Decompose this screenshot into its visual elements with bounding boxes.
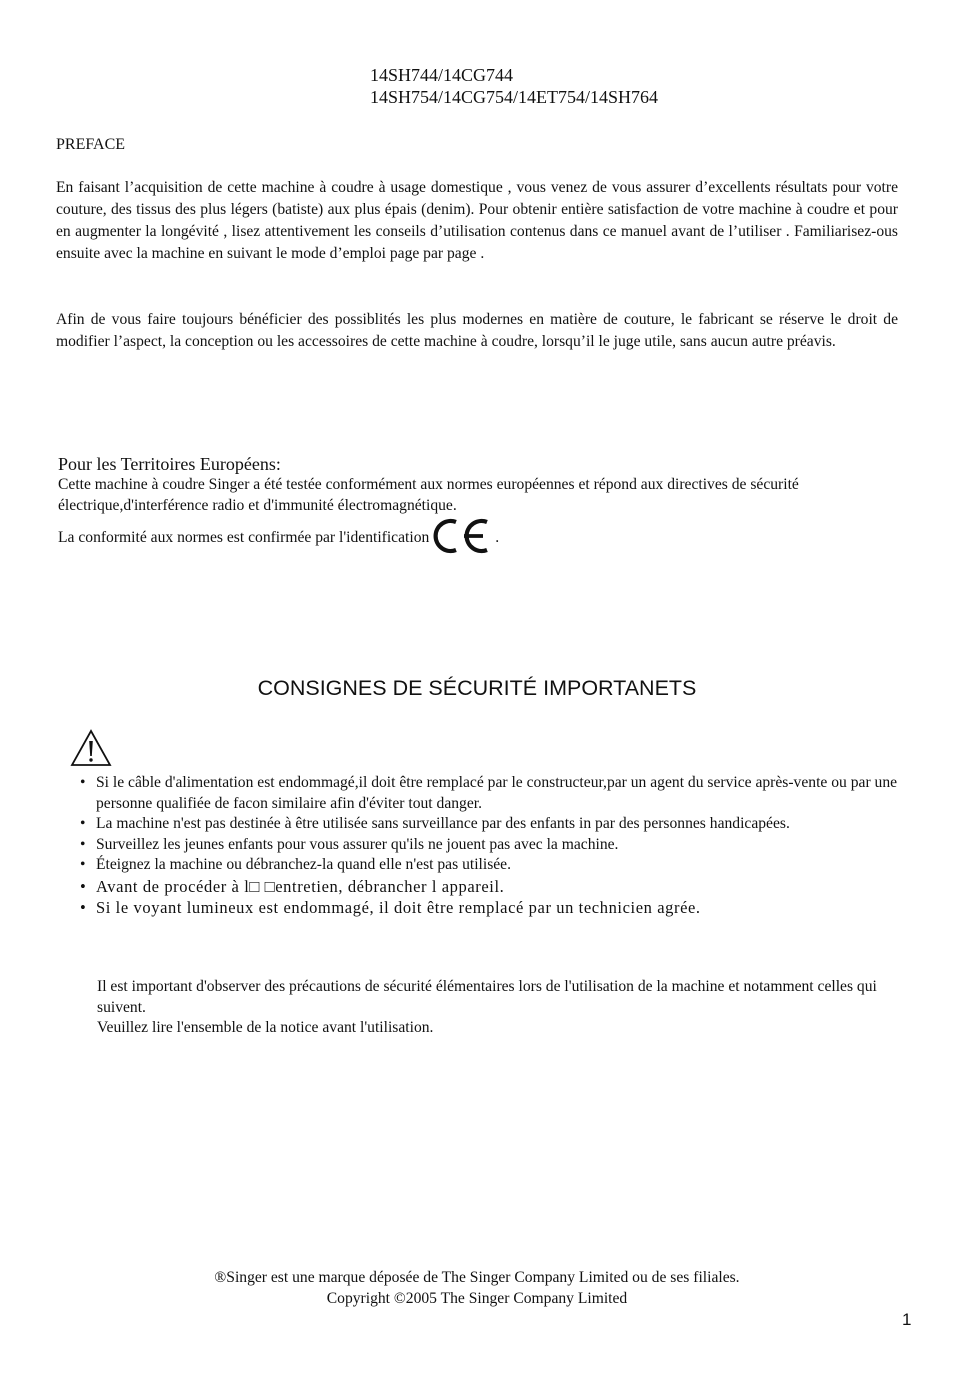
list-item	[80, 773, 900, 814]
safety-item-text: Éteignez la machine ou débranchez-la quand elle n'est pas utilisée.	[96, 856, 512, 873]
bullet-icon: •	[80, 815, 86, 832]
safety-item-text: La machine n'est pas destinée à être utilisée sans surveillance par des enfants in par des personnes handicapées.	[96, 815, 790, 832]
trademark-text: Singer est une marque déposée de The Singer Company Limited ou de ses filiales.	[226, 1269, 740, 1286]
copyright-text: 2005 The Singer Company Limited	[405, 1290, 628, 1307]
safety-item-text: Avant de procéder à l□ □entretien, débrancher l appareil.	[96, 876, 505, 896]
preface-paragraph-2: Afin de vous faire toujours bénéficier des possiblités les plus modernes en matière de couture, le fabricant se réserve le droit de modifier l’aspect, la conception ou les accessoires de cette machine à coudre, lorsqu’il le juge utile, sans aucun autre préavis.	[56, 311, 898, 350]
european-line-1: Cette machine à coudre Singer a été testée conformément aux normes européennes et répond aux directives de sécurité électrique,d'interférence radio et d'immunité électromagnétique.	[58, 476, 799, 514]
preface-paragraph-1: En faisant l’acquisition de cette machine à coudre à usage domestique , vous venez de vous assurer d’excellents résultats pour votre couture, des tissus des plus légers (batiste) aux plus épais (denim). Pour obtenir entière satisfaction de votre machine à coudre et pour en augmenter la longévité , lisez attentivement les conseils d’utilisation contenus dans ce manuel avant de l’utiliser . Familiarisez-ous ensuite avec la machine en suivant le mode d’emploi page par page .	[56, 179, 898, 262]
bullet-icon: •	[80, 897, 87, 917]
copyright-prefix: Copyright	[326, 1290, 394, 1307]
bullet-icon: •	[80, 774, 86, 791]
safety-title: CONSIGNES DE SÉCURITÉ IMPORTANETS	[257, 676, 697, 700]
list-item	[80, 855, 900, 876]
european-line-2: La conformité aux normes est confirmée par l'identification	[58, 529, 430, 546]
bullet-icon: •	[80, 835, 86, 853]
model-numbers	[370, 64, 658, 108]
trademark-line	[0, 1267, 954, 1288]
warning-triangle-icon	[70, 729, 112, 772]
safety-item-text: Si le câble d'alimentation est endommagé,il doit être remplacé par le constructeur,par un agent du service après-vente ou par une personne qualifiée de facon similaire afin d'éviter tout danger.	[96, 774, 898, 812]
european-title: Pour les Territoires Européens:	[58, 454, 281, 474]
copyright-line	[0, 1288, 954, 1309]
bullet-icon: •	[80, 856, 86, 873]
european-section	[58, 453, 898, 563]
page-number: 1	[902, 1310, 912, 1329]
list-item	[80, 897, 900, 918]
european-line-2-end: .	[495, 529, 500, 546]
list-item	[80, 835, 900, 856]
safety-item-text: Surveillez les jeunes enfants pour vous assurer qu'ils ne jouent pas avec la machine.	[96, 835, 619, 853]
important-line-1: Il est important d'observer des précautions de sécurité élémentaires lors de l'utilisation de la machine et notamment celles qui suivent.	[97, 978, 877, 1016]
copyright-icon: ©	[393, 1290, 406, 1307]
european-line-2-wrap	[58, 516, 898, 563]
safety-list	[80, 773, 900, 918]
ce-mark-icon	[431, 516, 491, 563]
bullet-icon: •	[80, 876, 87, 896]
model-line-1: 14SH744/14CG744	[370, 65, 514, 85]
important-line-2: Veuillez lire l'ensemble de la notice avant l'utilisation.	[97, 1019, 434, 1036]
important-notice	[97, 977, 897, 1039]
preface-title: PREFACE	[56, 136, 126, 153]
list-item	[80, 814, 900, 835]
registered-icon: ®	[214, 1269, 227, 1286]
footer	[0, 1267, 954, 1309]
model-line-2: 14SH754/14CG754/14ET754/14SH764	[370, 87, 659, 107]
list-item	[80, 876, 900, 897]
safety-item-text: Si le voyant lumineux est endommagé, il doit être remplacé par un technicien agrée.	[96, 897, 701, 917]
